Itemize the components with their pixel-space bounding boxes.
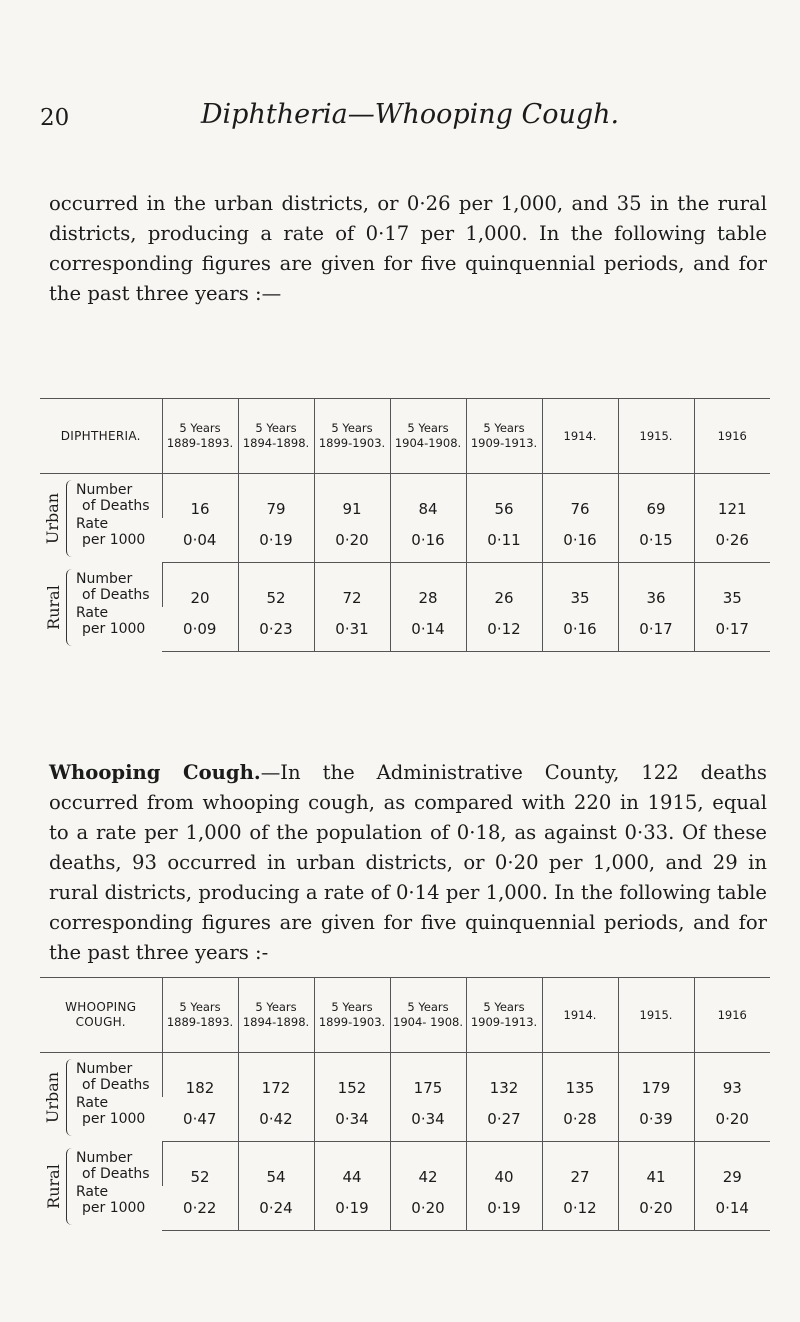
row-label-rate: Rate — [76, 1095, 109, 1111]
column-header-line2: 1889-1893. — [166, 436, 234, 450]
deaths-cell: 16 — [162, 474, 238, 519]
rate-cell: 0·19 — [466, 1186, 542, 1231]
deaths-cell: 54 — [238, 1142, 314, 1187]
column-header-line1: 5 Years — [179, 421, 221, 435]
deaths-cell: 69 — [618, 474, 694, 519]
deaths-cell: 132 — [466, 1053, 542, 1098]
column-header — [238, 978, 314, 1053]
deaths-cell: 27 — [542, 1142, 618, 1187]
deaths-cell: 84 — [390, 474, 466, 519]
column-header-line2: 1889-1893. — [166, 1015, 234, 1029]
row-label — [40, 563, 162, 652]
column-header — [390, 978, 466, 1053]
deaths-cell: 175 — [390, 1053, 466, 1098]
rate-cell: 0·34 — [390, 1097, 466, 1142]
row-label-per: per 1000 — [82, 620, 146, 637]
page-number: 20 — [40, 105, 70, 131]
row-label-lines — [76, 482, 150, 548]
column-header-line2: 1894-1898. — [242, 436, 310, 450]
deaths-cell: 135 — [542, 1053, 618, 1098]
row-label-number: Number — [76, 482, 133, 498]
deaths-cell: 79 — [238, 474, 314, 519]
column-header-line1: 1916 — [717, 428, 747, 443]
row-label-rate: Rate — [76, 516, 109, 532]
deaths-cell: 41 — [618, 1142, 694, 1187]
deaths-cell: 40 — [466, 1142, 542, 1187]
rate-cell: 0·14 — [390, 607, 466, 652]
deaths-row — [40, 474, 770, 519]
column-header-line2: 1899-1903. — [318, 1015, 386, 1029]
brace — [66, 480, 73, 557]
deaths-cell: 93 — [694, 1053, 770, 1098]
whooping-cough-text: —In the Administrative County, 122 deaths occurred from whooping cough, as compared with 220 in 1915, equal to a rate per 1,000 of the population of 0·18, as against 0·33. Of these deaths, 93 occurred in urban districts, or 0·20 per 1,000, and 29 in rural districts, producing a rate of 0·14 per 1,000. In the following table corresponding figures are given for five quinquennial periods, and for the past three years :- — [49, 760, 767, 964]
district-type — [42, 1053, 64, 1142]
row-label — [40, 1142, 162, 1231]
rate-cell: 0·26 — [694, 518, 770, 563]
district-type-label: Rural — [43, 1163, 63, 1209]
brace — [66, 1059, 73, 1136]
column-header — [238, 399, 314, 474]
column-header-line2: 1894-1898. — [242, 1015, 310, 1029]
row-label-number: Number — [76, 1061, 133, 1077]
district-type — [42, 1142, 64, 1231]
rate-cell: 0·12 — [466, 607, 542, 652]
rate-cell: 0·23 — [238, 607, 314, 652]
column-header — [618, 399, 694, 474]
page-header — [40, 97, 780, 137]
row-label-of-deaths: of Deaths — [82, 498, 150, 514]
column-header-line1: 5 Years — [483, 421, 525, 435]
whooping-cough-table — [40, 977, 770, 1231]
table-title: DIPHTHERIA. — [40, 399, 162, 474]
district-type-label: Urban — [43, 492, 63, 544]
column-header — [162, 978, 238, 1053]
row-label-of-deaths: of Deaths — [82, 1165, 150, 1182]
row-label-number: Number — [76, 570, 133, 587]
column-header — [618, 978, 694, 1053]
column-header — [390, 399, 466, 474]
row-label-per: per 1000 — [82, 1111, 146, 1127]
row-label-rate: Rate — [76, 1183, 109, 1200]
row-label-lines — [76, 1150, 150, 1216]
column-header-line2: 1909-1913. — [470, 1015, 538, 1029]
deaths-cell: 26 — [466, 563, 542, 608]
rate-cell: 0·20 — [390, 1186, 466, 1231]
deaths-cell: 121 — [694, 474, 770, 519]
district-type-label: Rural — [43, 584, 63, 630]
district-type-label: Urban — [43, 1071, 63, 1123]
column-header-line2: 1899-1903. — [318, 436, 386, 450]
column-header-line1: 5 Years — [331, 1000, 373, 1014]
column-header-line1: 5 Years — [483, 1000, 525, 1014]
row-label-of-deaths: of Deaths — [82, 1077, 150, 1093]
column-header-line2: 1904-1908. — [394, 436, 462, 450]
column-header — [694, 399, 770, 474]
running-title: Diphtheria—Whooping Cough. — [200, 99, 620, 130]
rate-cell: 0·27 — [466, 1097, 542, 1142]
row-label-lines — [76, 1061, 150, 1127]
rate-cell: 0·15 — [618, 518, 694, 563]
deaths-row — [40, 1053, 770, 1098]
rate-cell: 0·22 — [162, 1186, 238, 1231]
deaths-cell: 56 — [466, 474, 542, 519]
deaths-cell: 36 — [618, 563, 694, 608]
rate-cell: 0·17 — [618, 607, 694, 652]
deaths-cell: 172 — [238, 1053, 314, 1098]
deaths-cell: 91 — [314, 474, 390, 519]
column-header-line1: 5 Years — [407, 421, 449, 435]
row-label-number: Number — [76, 1149, 133, 1166]
row-label-lines — [76, 571, 150, 637]
column-header — [314, 399, 390, 474]
deaths-cell: 52 — [238, 563, 314, 608]
district-type — [42, 563, 64, 652]
column-header — [466, 978, 542, 1053]
deaths-cell: 44 — [314, 1142, 390, 1187]
rate-cell: 0·11 — [466, 518, 542, 563]
deaths-row — [40, 1142, 770, 1187]
header-row — [40, 399, 770, 474]
rate-cell: 0·12 — [542, 1186, 618, 1231]
rate-cell: 0·39 — [618, 1097, 694, 1142]
column-header-line1: 5 Years — [407, 1000, 449, 1014]
rate-cell: 0·42 — [238, 1097, 314, 1142]
intro-paragraph: occurred in the urban districts, or 0·26 per 1,000, and 35 in the rural districts, producing a rate of 0·17 per 1,000. In the following table corresponding figures are given for five quinquennial periods, and for the past three years :— — [49, 191, 767, 305]
column-header-line1: 5 Years — [255, 421, 297, 435]
row-label-rate: Rate — [76, 604, 109, 621]
deaths-cell: 182 — [162, 1053, 238, 1098]
rate-cell: 0·20 — [618, 1186, 694, 1231]
rate-cell: 0·17 — [694, 607, 770, 652]
rate-cell: 0·04 — [162, 518, 238, 563]
rate-cell: 0·16 — [542, 607, 618, 652]
rate-cell: 0·19 — [238, 518, 314, 563]
whooping-cough-paragraph — [49, 758, 767, 968]
column-header — [694, 978, 770, 1053]
row-label-per: per 1000 — [82, 532, 146, 548]
column-header-line2: 1909-1913. — [470, 436, 538, 450]
column-header-line1: 1915. — [639, 1007, 673, 1022]
diphtheria-table — [40, 398, 770, 652]
deaths-row — [40, 563, 770, 608]
rate-cell: 0·28 — [542, 1097, 618, 1142]
deaths-cell: 72 — [314, 563, 390, 608]
rate-cell: 0·20 — [314, 518, 390, 563]
rate-cell: 0·20 — [694, 1097, 770, 1142]
rate-cell: 0·34 — [314, 1097, 390, 1142]
column-header-line2: 1904- 1908. — [393, 1015, 463, 1029]
rate-cell: 0·31 — [314, 607, 390, 652]
rate-cell: 0·16 — [390, 518, 466, 563]
rate-cell: 0·47 — [162, 1097, 238, 1142]
deaths-cell: 35 — [542, 563, 618, 608]
row-label-of-deaths: of Deaths — [82, 586, 150, 603]
column-header — [314, 978, 390, 1053]
column-header-line1: 1914. — [563, 1007, 597, 1022]
deaths-cell: 52 — [162, 1142, 238, 1187]
column-header-line1: 1915. — [639, 428, 673, 443]
column-header-line1: 5 Years — [255, 1000, 297, 1014]
rate-cell: 0·24 — [238, 1186, 314, 1231]
table-title: WHOOPING COUGH. — [40, 978, 162, 1053]
column-header-line1: 1914. — [563, 428, 597, 443]
brace — [66, 1148, 73, 1225]
rate-cell: 0·14 — [694, 1186, 770, 1231]
column-header-line1: 1916 — [717, 1007, 747, 1022]
deaths-cell: 152 — [314, 1053, 390, 1098]
column-header-line1: 5 Years — [331, 421, 373, 435]
deaths-cell: 28 — [390, 563, 466, 608]
column-header — [542, 399, 618, 474]
district-type — [42, 474, 64, 563]
deaths-cell: 179 — [618, 1053, 694, 1098]
row-label-per: per 1000 — [82, 1199, 146, 1216]
deaths-cell: 29 — [694, 1142, 770, 1187]
row-label — [40, 474, 162, 563]
rate-cell: 0·19 — [314, 1186, 390, 1231]
row-label — [40, 1053, 162, 1142]
rate-cell: 0·09 — [162, 607, 238, 652]
deaths-cell: 42 — [390, 1142, 466, 1187]
brace — [66, 569, 73, 646]
column-header-line1: 5 Years — [179, 1000, 221, 1014]
deaths-cell: 20 — [162, 563, 238, 608]
column-header — [542, 978, 618, 1053]
whooping-cough-heading: Whooping Cough. — [49, 760, 261, 784]
deaths-cell: 35 — [694, 563, 770, 608]
column-header — [162, 399, 238, 474]
rate-cell: 0·16 — [542, 518, 618, 563]
deaths-cell: 76 — [542, 474, 618, 519]
column-header — [466, 399, 542, 474]
header-row — [40, 978, 770, 1053]
